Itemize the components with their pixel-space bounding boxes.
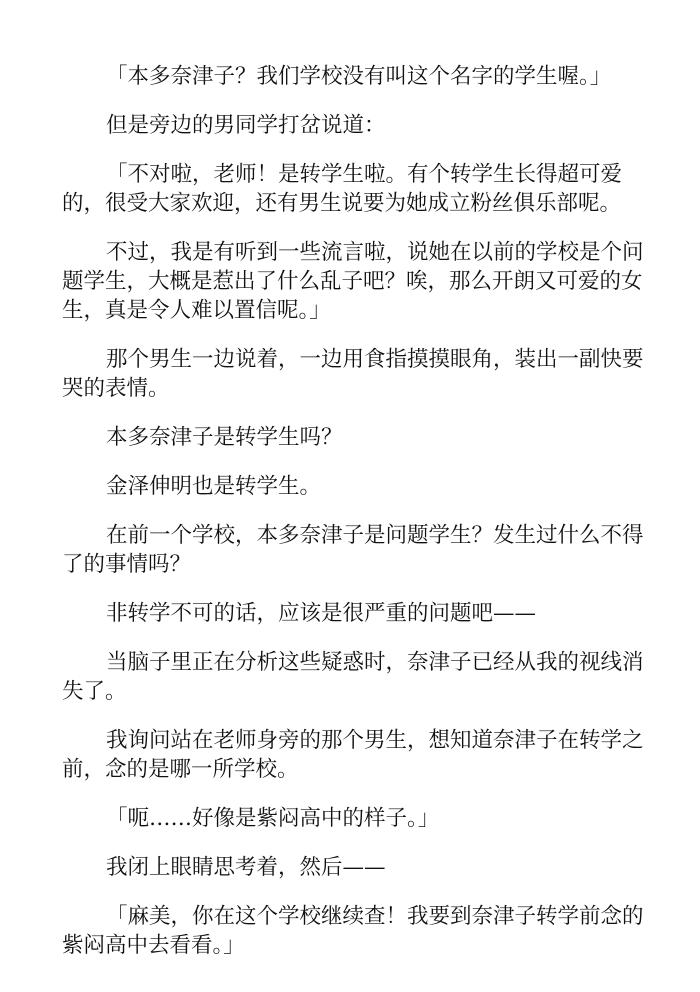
paragraph-3: 「不对啦，老师！是转学生啦。有个转学生长得超可爱的，很受大家欢迎，还有男生说要为她成立粉丝俱乐部呢。 bbox=[62, 162, 623, 216]
paragraph-4: 不过，我是有听到一些流言啦，说她在以前的学校是个问题学生，大概是惹出了什么乱子吧？唉，那么开朗又可爱的女生，真是令人难以置信呢。」 bbox=[62, 240, 644, 323]
document-page bbox=[62, 62, 646, 980]
paragraph-12: 「呃……好像是紫闷高中的样子。」 bbox=[106, 806, 440, 831]
paragraph-6: 本多奈津子是转学生吗？ bbox=[106, 425, 343, 450]
paragraph-13: 我闭上眼睛思考着，然后—— bbox=[106, 855, 386, 880]
paragraph-1: 「本多奈津子？我们学校没有叫这个名字的学生喔。」 bbox=[106, 64, 612, 89]
paragraph-9: 非转学不可的话，应该是很严重的问题吧—— bbox=[106, 601, 537, 626]
paragraph-10: 当脑子里正在分析这些疑惑时，奈津子已经从我的视线消失了。 bbox=[62, 650, 644, 704]
paragraph-7: 金泽伸明也是转学生。 bbox=[106, 474, 322, 499]
paragraph-2: 但是旁边的男同学打岔说道： bbox=[106, 113, 386, 138]
paragraph-8: 在前一个学校，本多奈津子是问题学生？发生过什么不得了的事情吗？ bbox=[62, 523, 644, 577]
paragraph-14: 「麻美，你在这个学校继续查！我要到奈津子转学前念的紫闷高中去看看。」 bbox=[62, 904, 644, 958]
paragraph-5: 那个男生一边说着，一边用食指摸摸眼角，装出一副快要哭的表情。 bbox=[62, 347, 644, 401]
paragraph-11: 我询问站在老师身旁的那个男生，想知道奈津子在转学之前，念的是哪一所学校。 bbox=[62, 728, 644, 782]
